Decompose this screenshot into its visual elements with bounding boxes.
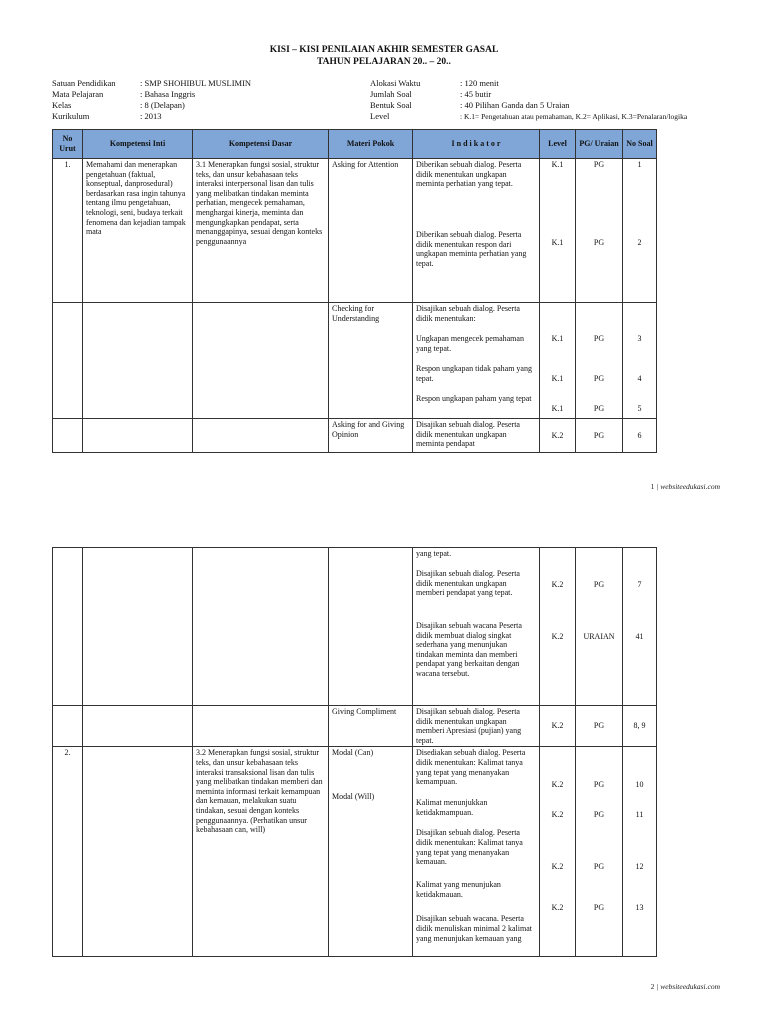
cell-kd (193, 706, 329, 747)
cell-indikator (413, 159, 540, 303)
cell-pg: PG (576, 706, 623, 747)
info-right (370, 78, 687, 122)
pg-value: PG (593, 903, 605, 913)
level-value: K.1 (551, 160, 564, 169)
cell-kd (193, 419, 329, 453)
nosoal-value: 1 (637, 160, 642, 169)
indikator-text: Ungkapan mengecek pemahaman yang tepat. (416, 334, 524, 353)
header-indikator: I n d i k a t o r (413, 130, 540, 159)
indikator-text: Respon ungkapan paham yang tepat (416, 394, 532, 403)
level-value: K.2 (551, 780, 564, 790)
table-row (53, 419, 657, 453)
nosoal-value: 13 (635, 903, 644, 913)
level-value: K.1 (551, 238, 564, 247)
table-row (53, 706, 657, 747)
indikator-text: Disediakan sebuah dialog. Peserta didik menentukan: Kalimat tanya yang tepat yang menanyakan kemampuan. (416, 748, 526, 787)
indikator-text: Disajikan sebuah dialog. Peserta didik menentukan: Kalimat tanya yang tepat yang menanyakan kemauan. (416, 828, 523, 867)
cell-kd: 3.2 Menerapkan fungsi sosial, struktur teks, dan unsur kebahasaan teks interaksi transaksional lisan dan tulis yang melibatkan tindakan memberi dan meminta informasi terkait kemampuan dan kemauan, melakukan suatu tindakan, sesuai dengan konteks penggunaannya. (Perhatikan unsur kebahasaan can, will) (193, 747, 329, 957)
info-label: Bentuk Soal (370, 100, 412, 110)
cell-ki (83, 419, 193, 453)
cell-level (540, 548, 576, 706)
cell-ki (83, 706, 193, 747)
page-number: 2 (650, 982, 655, 991)
kisi-table-2 (52, 547, 657, 957)
info-label: Kurikulum (52, 111, 90, 121)
info-left (52, 78, 251, 122)
nosoal-value: 10 (635, 780, 644, 790)
pg-value: PG (593, 580, 605, 589)
cell-nosoal (623, 303, 657, 419)
pg-value: PG (593, 862, 605, 872)
doc-title: KISI – KISI PENILAIAN AKHIR SEMESTER GASAL (269, 45, 499, 55)
pg-value: PG (593, 374, 605, 383)
info-label: Satuan Pendidikan (52, 78, 116, 88)
indikator-text: Disajikan sebuah dialog. Peserta didik menentukan ungkapan memberi pendapat yang tepat. (416, 569, 520, 598)
cell-level (540, 159, 576, 303)
header-ki: Kompetensi Inti (83, 130, 193, 159)
cell-no (53, 419, 83, 453)
page-number: 1 (650, 482, 655, 491)
cell-nosoal (623, 747, 657, 957)
cell-ki: Memahami dan menerapkan pengetahuan (faktual, konseptual, danprosedural) berdasarkan rasa ingin tahunya tentang ilmu pengetahuan, teknologi, seni, budaya terkait fenomena dan kejadian tampak mata (83, 159, 193, 303)
indikator-text: Respon ungkapan tidak paham yang tepat. (416, 364, 532, 383)
cell-indikator (413, 303, 540, 419)
nosoal-value: 7 (637, 580, 642, 589)
info-row (52, 89, 251, 100)
info-value: : 120 menit (460, 78, 499, 88)
nosoal-value: 11 (635, 810, 644, 820)
cell-indikator: Disajikan sebuah dialog. Peserta didik menentukan ungkapan meminta pendapat (413, 419, 540, 453)
cell-indikator: Disajikan sebuah dialog. Peserta didik menentukan ungkapan memberi Apresiasi (pujian) yang tepat. (413, 706, 540, 747)
pg-value: PG (593, 334, 605, 343)
info-row (370, 78, 687, 89)
header-no: No Urut (53, 130, 83, 159)
cell-materi (329, 747, 413, 957)
level-value: K.2 (551, 903, 564, 913)
info-value: : 8 (Delapan) (140, 100, 185, 110)
pg-value: URAIAN (583, 632, 615, 641)
kisi-table-1 (52, 129, 657, 453)
table-header (53, 130, 657, 159)
cell-no: 2. (53, 747, 83, 957)
indikator-text: yang tepat. (416, 549, 452, 558)
cell-ki (83, 303, 193, 419)
indikator-text: Diberikan sebuah dialog. Peserta didik menentukan respon dari ungkapan meminta perhatian yang tepat. (416, 230, 527, 268)
level-value: K.1 (551, 334, 564, 343)
page-footer: 2 | websiteedukasi.com (650, 982, 720, 991)
nosoal-value: 4 (637, 374, 642, 383)
cell-materi: Checking for Understanding (329, 303, 413, 419)
info-value: : 40 Pilihan Ganda dan 5 Uraian (460, 100, 570, 110)
cell-no (53, 706, 83, 747)
info-row (52, 111, 251, 122)
level-value: K.2 (551, 580, 564, 589)
header-kd: Kompetensi Dasar (193, 130, 329, 159)
header-materi: Materi Pokok (329, 130, 413, 159)
indikator-text: Kalimat yang menunjukan ketidakmauan. (416, 880, 501, 899)
cell-pg (576, 303, 623, 419)
materi-text: Modal (Will) (332, 792, 375, 802)
cell-level: K.2 (540, 706, 576, 747)
info-value: : K.1= Pengetahuan atau pemahaman, K.2= Aplikasi, K.3=Penalaran/logika (460, 112, 688, 121)
nosoal-value: 12 (635, 862, 644, 872)
info-label: Alokasi Waktu (370, 78, 421, 88)
table-row (53, 303, 657, 419)
level-value: K.1 (551, 404, 564, 413)
info-row (370, 89, 687, 100)
indikator-text: Kalimat menunjukkan ketidakmampuan. (416, 798, 488, 817)
indikator-text: Diberikan sebuah dialog. Peserta didik menentukan ungkapan meminta perhatian yang tepat. (416, 160, 522, 189)
cell-level: K.2 (540, 419, 576, 453)
info-label: Jumlah Soal (370, 89, 412, 99)
cell-ki (83, 747, 193, 957)
cell-nosoal (623, 159, 657, 303)
page-footer: 1 | websiteedukasi.com (650, 482, 720, 491)
indikator-text: Disajikan sebuah dialog. Peserta didik menentukan: (416, 304, 520, 323)
page-2 (0, 500, 768, 1024)
pg-value: PG (593, 404, 605, 413)
pg-value: PG (593, 160, 605, 169)
header-pg: PG/ Uraian (576, 130, 623, 159)
cell-kd (193, 303, 329, 419)
cell-materi: Giving Compliment (329, 706, 413, 747)
cell-pg: PG (576, 419, 623, 453)
table-row (53, 548, 657, 706)
cell-nosoal: 8, 9 (623, 706, 657, 747)
info-row (370, 100, 687, 111)
level-value: K.2 (551, 862, 564, 872)
cell-indikator (413, 747, 540, 957)
info-row (52, 78, 251, 89)
header-level: Level (540, 130, 576, 159)
info-label: Level (370, 111, 390, 121)
info-label: Mata Pelajaran (52, 89, 104, 99)
cell-pg (576, 548, 623, 706)
info-row (370, 111, 687, 122)
pg-value: PG (593, 238, 605, 247)
cell-materi: Asking for and Giving Opinion (329, 419, 413, 453)
table-row (53, 159, 657, 303)
info-value: : 2013 (140, 111, 162, 121)
indikator-text: Disajikan sebuah wacana Peserta didik membuat dialog singkat sederhana yang menunjukan tindakan meminta dan memberi pendapat yang berkaitan dengan wacana tersebut. (416, 621, 522, 678)
doc-subtitle: TAHUN PELAJARAN 20.. – 20.. (317, 57, 451, 67)
header-nosoal: No Soal (623, 130, 657, 159)
nosoal-value: 3 (637, 334, 642, 343)
info-value: : 45 butir (460, 89, 492, 99)
page-1 (0, 0, 768, 500)
cell-indikator (413, 548, 540, 706)
pg-value: PG (593, 780, 605, 790)
cell-no: 1. (53, 159, 83, 303)
footer-site: websiteedukasi.com (660, 482, 720, 491)
nosoal-value: 5 (637, 404, 642, 413)
table-row (53, 747, 657, 957)
level-value: K.2 (551, 810, 564, 820)
cell-no (53, 548, 83, 706)
footer-site: websiteedukasi.com (660, 982, 720, 991)
info-value: : SMP SHOHIBUL MUSLIMIN (140, 78, 252, 88)
cell-materi (329, 548, 413, 706)
materi-text: Modal (Can) (332, 748, 374, 758)
cell-no (53, 303, 83, 419)
cell-pg (576, 159, 623, 303)
level-value: K.1 (551, 374, 564, 383)
pg-value: PG (593, 810, 605, 820)
info-row (52, 100, 251, 111)
info-value: : Bahasa Inggris (140, 89, 196, 99)
info-label: Kelas (52, 100, 72, 110)
cell-materi: Asking for Attention (329, 159, 413, 303)
cell-pg (576, 747, 623, 957)
cell-level (540, 747, 576, 957)
cell-kd: 3.1 Menerapkan fungsi sosial, struktur teks, dan unsur kebahasaan teks interaksi interpersonal lisan dan tulis yang melibatkan tindakan meminta perhatian, mengecek pemahaman, menghargai kinerja, meminta dan mengungkapkan pendapat, serta menanggapinya, sesuai dengan konteks penggunaannya (193, 159, 329, 303)
cell-nosoal (623, 548, 657, 706)
level-value: K.2 (551, 632, 564, 641)
nosoal-value: 41 (635, 632, 644, 641)
cell-level (540, 303, 576, 419)
cell-kd (193, 548, 329, 706)
nosoal-value: 2 (637, 238, 642, 247)
cell-nosoal: 6 (623, 419, 657, 453)
indikator-text: Disajikan sebuah wacana. Peserta didik menuliskan minimal 2 kalimat yang menunjukan kemauan yang (416, 914, 532, 943)
cell-ki (83, 548, 193, 706)
